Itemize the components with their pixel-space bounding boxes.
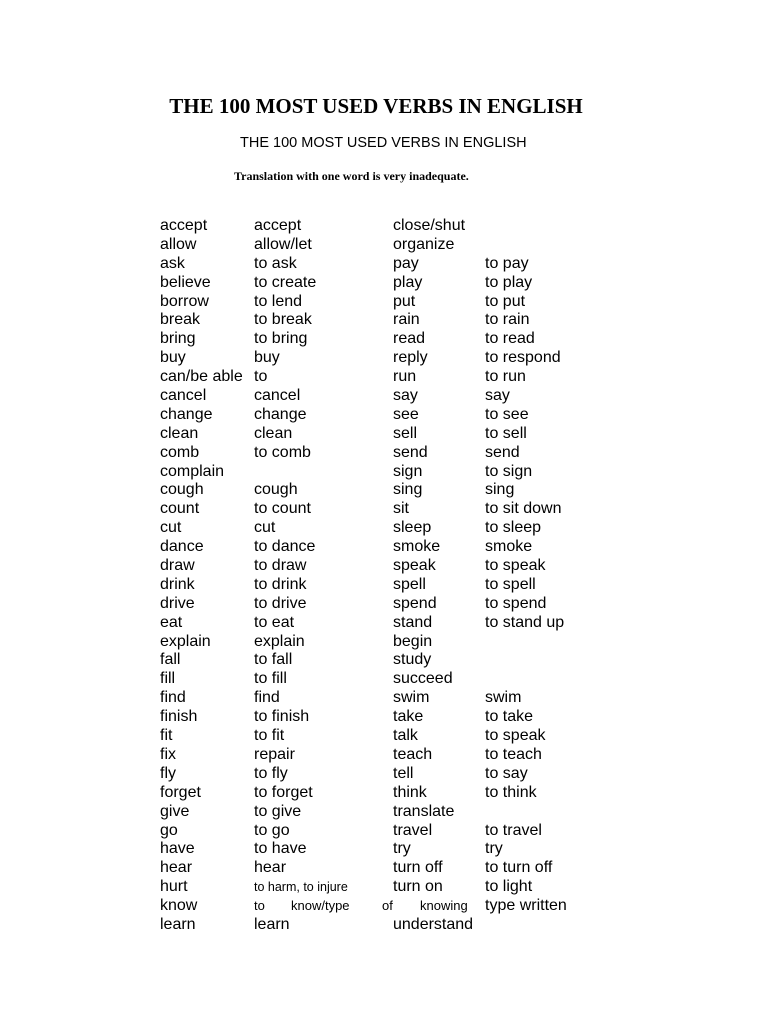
left-translation-item: to drink (254, 575, 307, 593)
right-verb-item: understand (393, 915, 474, 933)
right-translation-item: to sign (485, 462, 533, 480)
right-verb-item: put (393, 292, 416, 310)
right-verb-item: pay (393, 254, 419, 272)
left-verb-item: finish (160, 708, 198, 726)
right-translation-item: send (485, 443, 520, 461)
right-translation-item: to play (485, 273, 533, 291)
left-translation-item: to dance (254, 538, 316, 556)
left-translation-item: to (254, 368, 268, 386)
right-verb-item: sit (393, 500, 409, 518)
right-translation-item: to spell (485, 575, 536, 593)
left-translation-item: cough (254, 481, 298, 499)
left-translation-item: to fall (254, 651, 293, 669)
left-verb-item: hurt (160, 878, 188, 896)
right-verb-item: close/shut (393, 217, 466, 234)
left-verb-item: borrow (160, 292, 209, 310)
left-verb-item: go (160, 821, 178, 839)
right-verb-item: try (393, 840, 411, 858)
right-verb-item: tell (393, 764, 414, 782)
left-verb-item: draw (160, 557, 195, 575)
right-verb-item: run (393, 368, 417, 386)
left-verb-item: clean (160, 424, 199, 442)
right-translation-item: say (485, 387, 510, 405)
left-verb-item: complain (160, 462, 225, 480)
right-verb-item: type written (485, 897, 567, 915)
right-translation-item: to sit down (485, 500, 562, 518)
left-verb-item: fly (160, 764, 176, 782)
right-verb-item: say (393, 387, 418, 405)
left-translation-item: find (254, 689, 280, 707)
know-translation-word: of (382, 898, 393, 914)
left-verb-item: fix (160, 745, 176, 763)
left-verb-item: change (160, 405, 213, 423)
left-translation-item: accept (254, 217, 302, 234)
left-verb-item: fill (160, 670, 176, 688)
left-translation-item: to finish (254, 708, 310, 726)
left-translation-item: to comb (254, 443, 311, 461)
left-translation-item: to lend (254, 292, 303, 310)
left-verb-item: bring (160, 330, 196, 348)
right-translation-item: to run (485, 368, 526, 386)
right-translation-item: smoke (485, 538, 533, 556)
right-translation-item (485, 897, 564, 916)
left-verb-item: hear (160, 859, 193, 877)
left-verb-item: learn (160, 915, 196, 933)
right-translation-item: to rain (485, 311, 530, 329)
right-translation-item: swim (485, 689, 522, 707)
right-translation-item: to travel (485, 821, 542, 839)
left-verb-item: have (160, 840, 195, 858)
right-verb-item: sleep (393, 519, 432, 537)
right-translation-item: to see (485, 405, 529, 423)
left-verb-item: cough (160, 481, 204, 499)
know-translation-word: know/type (291, 898, 350, 914)
right-verb-item: travel (393, 821, 433, 839)
right-translation-item: to sleep (485, 519, 542, 537)
right-verb-item: reply (393, 349, 428, 367)
left-verb-item: find (160, 689, 186, 707)
left-translation-item: clean (254, 424, 293, 442)
right-translation-item: to think (485, 783, 537, 801)
left-verb-item: allow (160, 235, 197, 253)
left-verb-item: can/be able (160, 368, 243, 386)
right-verb-item: smoke (393, 538, 441, 556)
right-verb-item: turn off (393, 859, 443, 877)
document-title: THE 100 MOST USED VERBS IN ENGLISH (169, 94, 583, 118)
right-translation-item (485, 651, 564, 670)
left-verb-item: explain (160, 632, 211, 650)
right-translation-item: to spend (485, 594, 547, 612)
right-verb-item: rain (393, 311, 420, 329)
left-translation-item: to create (254, 273, 317, 291)
know-translation-word: knowing (420, 898, 468, 914)
right-verb-item: teach (393, 745, 433, 763)
right-verb-item: send (393, 443, 428, 461)
left-translation-item: to break (254, 311, 312, 329)
right-verb-item: sell (393, 424, 418, 442)
left-verb-item: fall (160, 651, 181, 669)
left-verb-item: ask (160, 254, 185, 272)
right-translation-item: to teach (485, 745, 542, 763)
left-translation-item (254, 463, 348, 482)
translation-note: Translation with one word is very inadequate. (234, 169, 469, 183)
right-translation-item: to respond (485, 349, 561, 367)
left-translation-item: to ask (254, 254, 297, 272)
right-verb-item: read (393, 330, 426, 348)
right-verb-item: see (393, 405, 419, 423)
left-translation-item: to drive (254, 594, 307, 612)
right-translation-item: to speak (485, 727, 546, 745)
left-translation-item: learn (254, 915, 290, 933)
right-translation-item (485, 916, 564, 935)
right-verb-item: sing (393, 481, 423, 499)
right-verb-item: take (393, 708, 424, 726)
right-verb-item: play (393, 273, 423, 291)
right-translation-item (485, 217, 564, 236)
right-verb-item: speak (393, 557, 436, 575)
left-translation-item: change (254, 405, 307, 423)
left-translation-item: to go (254, 821, 290, 839)
right-verb-item: sign (393, 462, 423, 480)
document-subtitle: THE 100 MOST USED VERBS IN ENGLISH (240, 135, 527, 151)
left-translation-item: to count (254, 500, 311, 518)
left-verb-item: accept (160, 217, 208, 234)
right-verb-item: swim (393, 689, 430, 707)
left-translation-item: to bring (254, 330, 308, 348)
right-verb-item: study (393, 651, 432, 669)
left-translation-item: cancel (254, 387, 301, 405)
left-verb-item: drive (160, 594, 195, 612)
left-translation-item: to fly (254, 764, 288, 782)
left-verb-item: count (160, 500, 200, 518)
left-translation-item: repair (254, 745, 295, 763)
left-translation-item: to give (254, 802, 302, 820)
left-translation-item: to draw (254, 557, 307, 575)
left-translation-item: buy (254, 349, 280, 367)
left-verb-item: know (160, 897, 198, 915)
left-translation-item: cut (254, 519, 276, 537)
right-translation-item: to take (485, 708, 534, 726)
left-verb-item: comb (160, 443, 200, 461)
left-translation-item (254, 897, 468, 916)
right-translation-item (485, 236, 564, 255)
right-translation-item: to pay (485, 254, 529, 272)
right-verb-item: translate (393, 802, 455, 820)
left-verb-item: fit (160, 727, 173, 745)
right-verb-item: begin (393, 632, 433, 650)
right-verb-item: turn on (393, 878, 443, 896)
left-verb-item: forget (160, 783, 201, 801)
right-verb-item: stand (393, 613, 433, 631)
right-verb-item: talk (393, 727, 418, 745)
left-verbs-column (160, 217, 243, 935)
left-verb-item: break (160, 311, 201, 329)
left-translation-item: to fit (254, 727, 285, 745)
left-verb-item: cancel (160, 387, 207, 405)
right-verb-item: think (393, 783, 427, 801)
left-translation-item: to forget (254, 783, 313, 801)
left-translation-item: to fill (254, 670, 287, 688)
left-translation-item: to have (254, 840, 307, 858)
left-verb-item: drink (160, 575, 195, 593)
right-verb-item: spell (393, 575, 426, 593)
left-verb-item: dance (160, 538, 204, 556)
left-translation-item: explain (254, 632, 305, 650)
right-verb-item: succeed (393, 670, 453, 688)
left-translation-item: to harm, to injure (254, 880, 348, 895)
right-verb-item: organize (393, 235, 455, 253)
right-translation-item: to say (485, 764, 528, 782)
right-translations-column (485, 217, 564, 935)
know-translation-word: to (254, 898, 265, 914)
left-verb-item: believe (160, 273, 211, 291)
right-translation-item: try (485, 840, 503, 858)
right-translation-item: to turn off (485, 859, 553, 877)
left-translation-item: allow/let (254, 235, 312, 253)
right-translation-item: to sell (485, 424, 527, 442)
right-translation-item: to read (485, 330, 535, 348)
left-verb-item: cut (160, 519, 182, 537)
left-verb-item: give (160, 802, 190, 820)
right-translation-item (485, 633, 564, 652)
left-verb-item: buy (160, 349, 186, 367)
right-translation-item: to speak (485, 557, 546, 575)
right-translation-item: to put (485, 292, 526, 310)
left-translation-item: to eat (254, 613, 295, 631)
right-translation-item: to stand up (485, 613, 565, 631)
left-translation-item: hear (254, 859, 287, 877)
left-verb-item: eat (160, 613, 183, 631)
right-translation-item: sing (485, 481, 515, 499)
right-verb-item: spend (393, 594, 437, 612)
right-translation-item: to light (485, 878, 533, 896)
right-translation-item (485, 670, 564, 689)
right-translation-item (485, 803, 564, 822)
